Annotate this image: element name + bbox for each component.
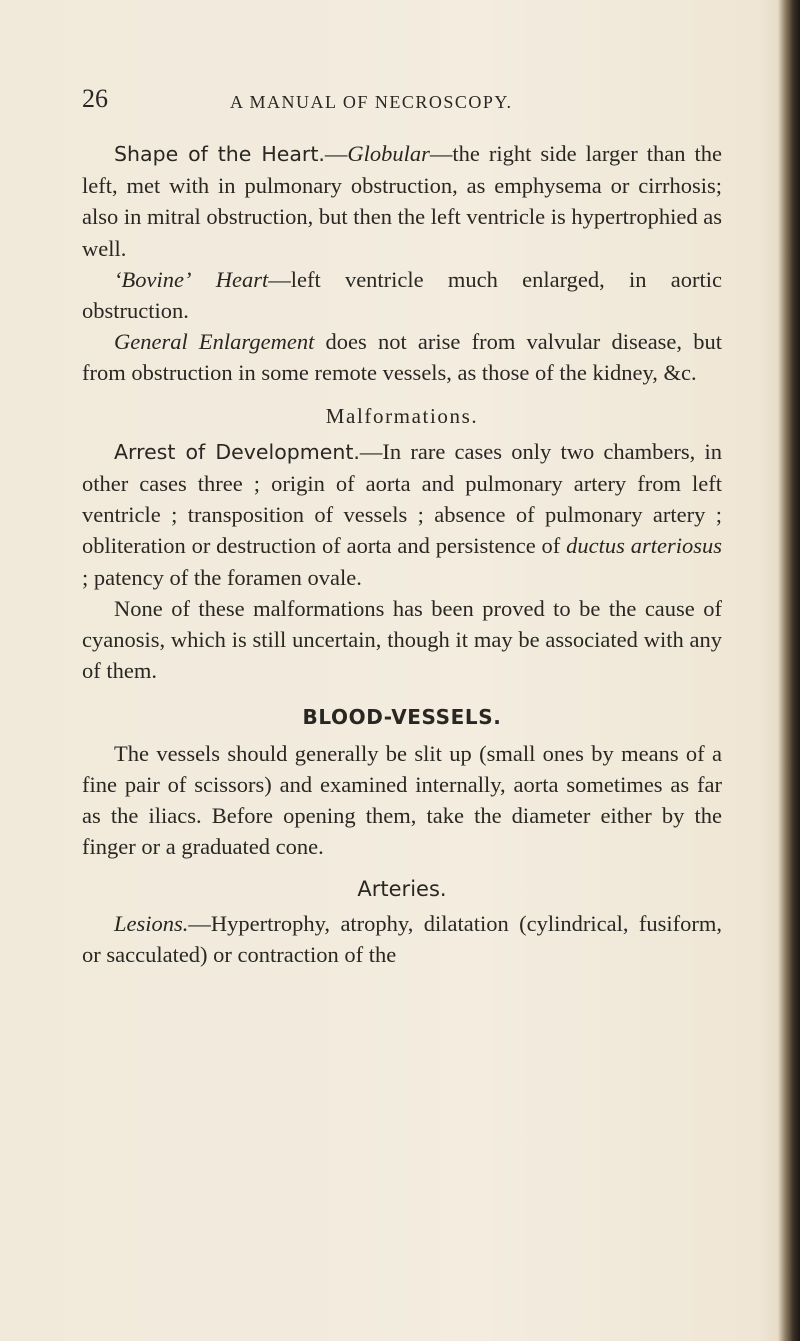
shape-lead: Shape of the Heart. bbox=[114, 142, 325, 166]
lesions-text: —Hypertrophy, atrophy, dilatation (cylindrical, fusiform, or sacculated) or contraction of the bbox=[82, 910, 722, 967]
shape-text: —the right side larger than the left, met with in pulmonary obstruction, as emphysema or cirrhosis; also in mitral obstruction, but then the left ventricle is hypertrophied as well. bbox=[82, 141, 722, 261]
none-paragraph: None of these malformations has been proved to be the cause of cyanosis, which is still uncertain, though it may be associated with any of them. bbox=[82, 595, 722, 684]
arrest-text-2: ; patency of the foramen ovale. bbox=[82, 564, 362, 590]
shape-paragraph bbox=[82, 138, 722, 264]
ductus-term: ductus arteriosus bbox=[566, 533, 722, 559]
bovine-text: —left ventricle much enlarged, in aortic obstruction. bbox=[82, 266, 722, 324]
bovine-paragraph bbox=[82, 264, 722, 326]
globular-term: Globular bbox=[347, 141, 430, 166]
arteries-heading: Arteries. bbox=[357, 877, 447, 902]
lesions-paragraph bbox=[82, 908, 722, 970]
general-paragraph bbox=[82, 326, 722, 388]
shape-dash: — bbox=[324, 141, 348, 166]
vessels-paragraph: The vessels should generally be slit up (small ones by means of a fine pair of scissors) and examined internally, aorta sometimes as far as the iliacs. Before opening them, take the diameter either by the finger or a graduated cone. bbox=[82, 740, 722, 860]
arrest-text-1: —In rare cases only two chambers, in other cases three ; origin of aorta and pulmonary artery from left ventricle ; transposition of vessels ; absence of pulmonary artery ; obliteration or destruction of aorta and persistence of bbox=[82, 438, 722, 559]
heart-term: Heart bbox=[215, 266, 269, 292]
malformations-heading: Malformations. bbox=[325, 403, 479, 428]
running-header bbox=[82, 84, 722, 118]
page-edge-shadow bbox=[778, 0, 800, 1341]
body-text bbox=[82, 138, 722, 970]
bovine-term: ‘Bovine’ bbox=[114, 266, 192, 292]
page-number: 26 bbox=[82, 84, 108, 113]
running-title: A MANUAL OF NECROSCOPY. bbox=[230, 92, 513, 112]
general-text: does not arise from valvular disease, but from obstruction in some remote vessels, as those of the kidney, &c. bbox=[82, 329, 722, 386]
general-term: General Enlargement bbox=[114, 329, 315, 355]
lesions-term: Lesions. bbox=[114, 910, 189, 936]
arrest-lead: Arrest of Development. bbox=[114, 439, 360, 464]
blood-vessels-heading: BLOOD-VESSELS. bbox=[302, 705, 502, 730]
arrest-paragraph bbox=[82, 436, 722, 593]
